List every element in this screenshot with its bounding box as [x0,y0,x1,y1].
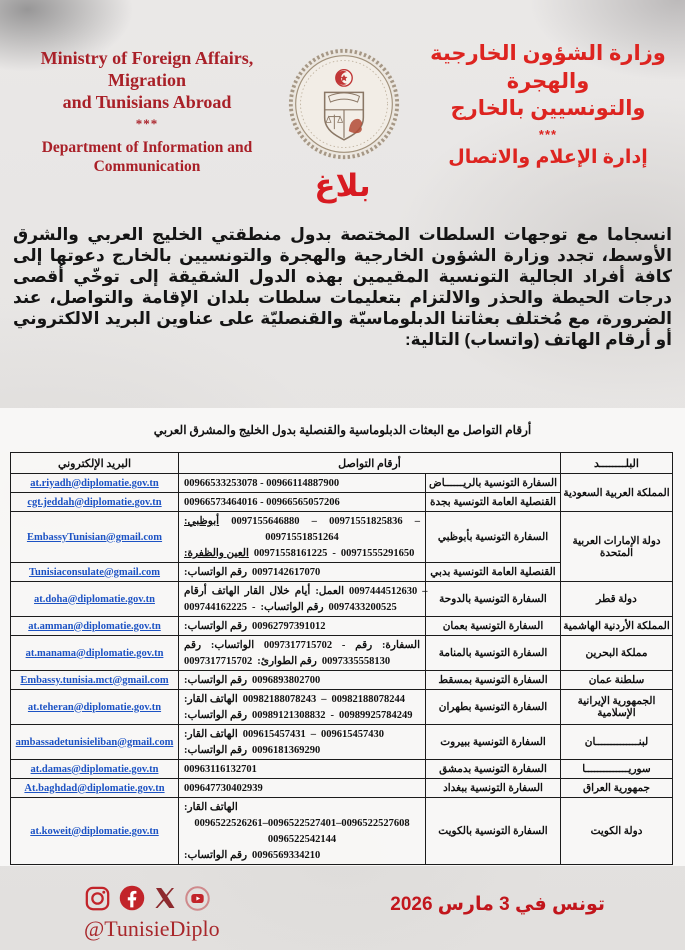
social-icons-row [84,884,211,917]
phone-label: الهاتف [211,586,240,597]
email-link[interactable]: At.baghdad@diplomatie.gov.tn [24,782,165,794]
country-cell: سوريــــــــــــــا [561,760,673,779]
phone-number: 0096569334210 [252,849,321,861]
x-icon[interactable] [153,886,177,915]
table-row [11,779,673,798]
country-cell: المملكة الأردنية الهاشمية [561,617,673,636]
phone-label: – [311,515,317,527]
phone-label: – [321,693,327,705]
email-cell [11,582,179,617]
phone-number: 00971558161225 [253,547,328,559]
phone-label: - [252,601,256,613]
email-link[interactable]: at.amman@diplomatie.gov.tn [28,620,161,632]
ministry-name-en-line1: Ministry of Foreign Affairs, [40,48,254,68]
phone-label: - [341,639,346,651]
mission-cell: السفارة التونسية بالكويت [426,798,561,865]
email-link[interactable]: at.koweit@diplomatie.gov.tn [30,825,159,837]
date-line: تونس في 3 مارس 2026 [390,894,605,915]
phone-label: الهاتف القار: [184,802,238,813]
phone-label: رقم الواتساب: [184,675,248,686]
table-row [11,725,673,760]
separator-stars-en: *** [135,115,159,131]
ministry-name-ar-line1: وزارة الشؤون الخارجية [430,42,666,65]
phone-number: 00989925784249 [339,709,413,721]
phone-number: 00971551825836 [329,515,403,527]
country-cell: دولة الإمارات العربية المتحدة [561,512,673,582]
phone-label: رقم الواتساب: [184,850,248,861]
phone-numbers-cell [179,617,426,636]
tunisia-state-seal-icon [286,46,402,167]
ministry-name-en-line3: and Tunisians Abroad [62,91,232,112]
mission-cell: السفارة التونسية بالدوحة [426,582,561,617]
email-link[interactable]: at.manama@diplomatie.gov.tn [25,647,164,659]
contacts-table-wrap [10,452,672,865]
phone-label: أيام [294,586,311,597]
phone-label: رقم الواتساب: [184,710,248,721]
phone-number: 0097444512630 [349,585,418,597]
phone-numbers-cell [179,493,426,512]
header-arabic [427,40,669,169]
phone-label: العمل: [315,586,345,597]
mission-cell: السفارة التونسية بالريــــــاض [426,474,561,493]
phone-numbers-cell [179,636,426,671]
email-cell [11,617,179,636]
phone-number: 0097155646880 [231,515,300,527]
phone-label: - [332,547,336,559]
email-cell [11,779,179,798]
email-cell [11,725,179,760]
phone-numbers-cell [179,474,426,493]
table-row [11,671,673,690]
column-header-email: البريد الإلكتروني [11,453,179,474]
mission-cell: السفارة التونسية ببيروت [426,725,561,760]
phone-numbers-cell [179,671,426,690]
phone-label: أبوظبي: [184,516,220,527]
email-cell [11,798,179,865]
email-cell [11,636,179,671]
phone-number: 00962797391012 [252,620,326,632]
email-cell [11,760,179,779]
phone-label: الواتساب: [210,640,255,651]
phone-label: الهاتف القار: [184,729,238,740]
phone-number: 0097142617070 [252,566,321,578]
phone-number: 00989121308832 [252,709,326,721]
phone-label: رقم الواتساب: [184,745,248,756]
table-row [11,690,673,725]
phone-number: 0096522526261–0096522527401–0096522527608 [194,817,410,829]
phone-number: 00966533253078 - 00966114887900 [184,477,340,489]
phone-number: 009615457430 [321,728,385,740]
table-row [11,512,673,563]
phone-label: رقم الواتساب: [184,567,248,578]
phone-label: أرقام [184,586,207,597]
mission-cell: السفارة التونسية بعمان [426,617,561,636]
phone-numbers-cell [179,690,426,725]
phone-number: 0096893802700 [252,674,321,686]
phone-number: 0097317715702 [263,639,333,651]
contacts-table [10,452,673,865]
table-row [11,474,673,493]
phone-numbers-cell [179,512,426,563]
country-cell: لبنــــــــــــــان [561,725,673,760]
phone-label: رقم الواتساب: [184,621,248,632]
phone-number: 009615457431 [242,728,306,740]
ministry-name-ar-line2: والهجرة [506,69,590,93]
phone-number: 00966573464016 - 00966565057206 [184,496,340,508]
phone-label: – [422,585,428,597]
country-cell: الجمهورية الإيرانية الإسلامية [561,690,673,725]
department-name-en: Department of Information and Communication [41,138,253,176]
phone-number: 00971555291650 [340,547,415,559]
country-cell: المملكة العربية السعودية [561,474,673,512]
phone-label: القار [244,586,265,597]
department-name-ar: إدارة الإعلام والاتصال [448,147,648,169]
phone-label: خلال [269,586,290,597]
phone-number: 00963116132701 [184,763,257,775]
phone-label: رقم [184,640,202,651]
ministry-name-en-line2: Migration [108,69,186,90]
phone-number: 0097335558130 [321,655,391,667]
phone-number: 0096522542144 [267,833,337,845]
ministry-name-ar-line3: والتونسيين بالخارج [450,97,646,121]
phone-number: 009647730402939 [184,782,263,794]
phone-number: 00982188078243 [242,693,317,705]
email-cell [11,512,179,563]
email-link[interactable]: at.teheran@diplomatie.gov.tn [27,701,162,713]
email-cell [11,671,179,690]
youtube-icon[interactable] [184,885,211,917]
phone-number: 00971551851264 [265,531,339,543]
table-row [11,636,673,671]
phone-label: - [330,709,335,721]
social-handle[interactable]: @TunisieDiplo [84,916,220,941]
phone-number: 0096181369290 [252,744,321,756]
email-cell [11,563,179,582]
mission-cell: السفارة التونسية بدمشق [426,760,561,779]
phone-numbers-cell [179,779,426,798]
phone-numbers-cell [179,760,426,779]
phone-number: 0097317715702 [184,655,253,667]
phone-label: رقم الواتساب: [260,602,324,613]
email-link[interactable]: ambassadetunisieliban@gmail.com [15,736,174,748]
phone-label: الهاتف القار: [184,694,238,705]
body-paragraph: انسجاما مع توجهات السلطات المختصة بدول منطقتي الخليج العربي والشرق الأوسط، تجدد وزارة الشؤون الخارجية والهجرة والتونسيين بالخارج دعوتها إلى كافة أفراد الجالية التونسية المقيمين بهذه الدول الشقيقة إلى توخّي أقصى درجات الحيطة والحذر والالتزام بتعليمات سلطات بلدان الإقامة والتواصل، عند الضرورة، مع مُختلف بعثاتنا الدبلوماسيّة والقنصليّة على عناوين البريد الالكتروني أو أرقام الهاتف (واتساب) التالية: [13,225,672,349]
header-english [14,48,280,176]
phone-label: – [414,515,420,527]
email-link[interactable]: at.riyadh@diplomatie.gov.tn [30,477,159,489]
table-title: أرقام التواصل مع البعثات الدبلوماسية والقنصلية بدول الخليج والمشرق العربي [153,423,532,437]
table-header-row [11,453,673,474]
phone-numbers-cell [179,563,426,582]
email-cell [11,493,179,512]
email-link[interactable]: EmbassyTunisian@gmail.com [26,531,163,543]
phone-label: رقم [355,640,373,651]
instagram-icon[interactable] [84,885,111,917]
communique-title: بلاغ [314,168,371,203]
phone-numbers-cell [179,582,426,617]
table-row [11,617,673,636]
country-cell: دولة قطر [561,582,673,617]
phone-label: العين والظفرة: [184,548,249,559]
table-row [11,798,673,865]
country-cell: سلطنة عمان [561,671,673,690]
phone-numbers-cell [179,798,426,865]
column-header-contact-numbers: أرقام التواصل [179,453,561,474]
country-cell: مملكة البحرين [561,636,673,671]
phone-number: 0097433200525 [328,601,397,613]
mission-cell: القنصلية العامة التونسية بدبي [426,563,561,582]
country-cell: دولة الكويت [561,798,673,865]
mission-cell: السفارة التونسية بطهران [426,690,561,725]
email-cell [11,690,179,725]
mission-cell: القنصلية العامة التونسية بجدة [426,493,561,512]
email-link[interactable]: Embassy.tunisia.mct@gmail.com [20,674,169,686]
facebook-icon[interactable] [118,884,146,917]
email-link[interactable]: at.doha@diplomatie.gov.tn [34,593,155,605]
email-cell [11,474,179,493]
mission-cell: السفارة التونسية بمسقط [426,671,561,690]
phone-label: – [310,728,317,740]
phone-label: السفارة: [381,640,420,651]
email-link[interactable]: at.damas@diplomatie.gov.tn [30,763,159,775]
phone-label: رقم الطوارئ: [257,656,317,667]
email-link[interactable]: Tunisiaconsulate@gmail.com [28,566,161,578]
table-row [11,760,673,779]
separator-stars-ar: *** [538,127,558,143]
column-header-country: البلــــــــد [561,453,673,474]
phone-number: 009744162225 [184,601,247,613]
table-row [11,582,673,617]
phone-numbers-cell [179,725,426,760]
mission-cell: السفارة التونسية بالمنامة [426,636,561,671]
mission-cell: السفارة التونسية ببغداد [426,779,561,798]
country-cell: جمهورية العراق [561,779,673,798]
email-link[interactable]: cgt.jeddah@diplomatie.gov.tn [27,496,162,508]
mission-cell: السفارة التونسية بأبوظبي [426,512,561,563]
phone-number: 00982188078244 [331,693,406,705]
